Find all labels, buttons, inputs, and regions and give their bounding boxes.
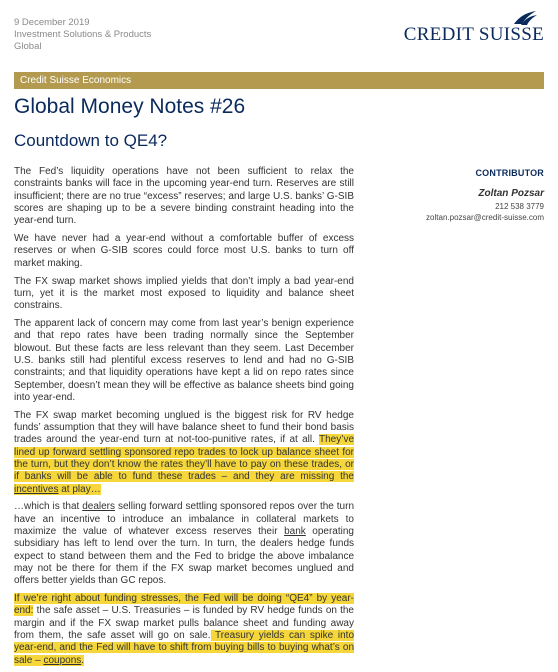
paragraph [14, 410, 354, 496]
contributor-phone: 212 538 3779 [495, 202, 544, 211]
underlined-text: incentives [14, 483, 59, 495]
contributor-label: CONTRIBUTOR [475, 168, 544, 178]
highlighted-text-part: . [81, 654, 85, 666]
paragraph: We have never had a year-end without a comfortable buffer of excess reserves or when G-SIB scores could force most U.S. banks to turn off market making. [14, 233, 354, 269]
contributor-block [374, 168, 544, 223]
paragraph: The FX swap market shows implied yields that don’t imply a bad year-end turn, yet it is the market most exposed to liquidity and balance sheet constrains. [14, 275, 354, 312]
page-title: Global Money Notes #26 [14, 95, 246, 118]
paragraph [14, 501, 354, 587]
highlighted-text-part: They’ve lined up forward settling sponsored repo trades to lock up balance sheet for the turn, but they don’t know the rates they’ll have to pay on these trades, or if banks will be able to fund these trades – and they are missing the [14, 434, 354, 483]
underlined-text: coupons [43, 654, 82, 666]
page-subtitle: Countdown to QE4? [14, 131, 168, 150]
contributor-email[interactable]: zoltan.pozsar@credit-suisse.com [426, 213, 544, 222]
underlined-text: dealers [82, 501, 116, 513]
report-meta [14, 17, 151, 52]
article-body [14, 166, 354, 672]
paragraph-text: The FX swap market becoming unglued is the biggest risk for RV hedge funds’ assumption that they will have balance sheet to fund their bond basis trades around the year-end turn at not-too-punitive rates, if at all. [14, 409, 354, 446]
logo-wordmark: CREDIT SUISSE [403, 24, 544, 45]
paragraph-text: the safe asset – U.S. Treasuries – is funded by RV hedge funds on the margin and if the FX swap market pulls balance sheet and funding away from them, the safe asset will go on sale. [14, 605, 354, 641]
paragraph-text: operating subsidiary has left to lend over the turn. In turn, the dealers hedge funds expect to stand between them and the Fed to bridge the above imbalance may not be there for them if the FX swap market becomes unglued and offers better yields than GC repos. [14, 525, 354, 587]
highlighted-text: If we’re right about funding stresses, the Fed will be doing “QE4” by year-end: [14, 593, 354, 617]
paragraph-text: …which is that [14, 501, 83, 513]
paragraph: The apparent lack of concern may come from last year’s benign experience and that repo rates have been trading normally since the September blowout. But these facts are less relevant than they seem. Last December U.S. banks still had plentiful excess reserves to lend and had no G-SIB constraints; and that liquidity operations have kept a lid on repo rates since September, doesn’t mean they will be effective as balance sheets bind going into year-end. [14, 318, 354, 403]
report-region: Global [14, 40, 42, 52]
highlighted-text-part: Treasury yields can spike into year-end, and the Fed will have to shift from buying bills to buying what’s on sale – [14, 629, 355, 666]
paragraph [14, 593, 354, 667]
underlined-text: bank [284, 525, 306, 537]
credit-suisse-logo [394, 10, 544, 46]
highlighted-text-part: at play… [58, 483, 101, 495]
section-banner: Credit Suisse Economics [14, 72, 544, 89]
paragraph-text: selling forward settling sponsored repos over the turn have an incentive to introduce an imbalance in collateral markets to maximize the value of whatever excess reserves their [14, 501, 355, 537]
report-date: 9 December 2019 [14, 17, 90, 28]
paragraph: The Fed’s liquidity operations have not been sufficient to relax the constraints banks will face in the upcoming year-end turn. Reserves are still insufficient; there are no true “excess” reserves; and large U.S. banks’ G-SIB scores are shaping up to be a severe binding constraint heading into the year-end turn. [14, 166, 354, 227]
report-department: Investment Solutions & Products [14, 28, 152, 40]
contributor-name: Zoltan Pozsar [478, 188, 544, 199]
